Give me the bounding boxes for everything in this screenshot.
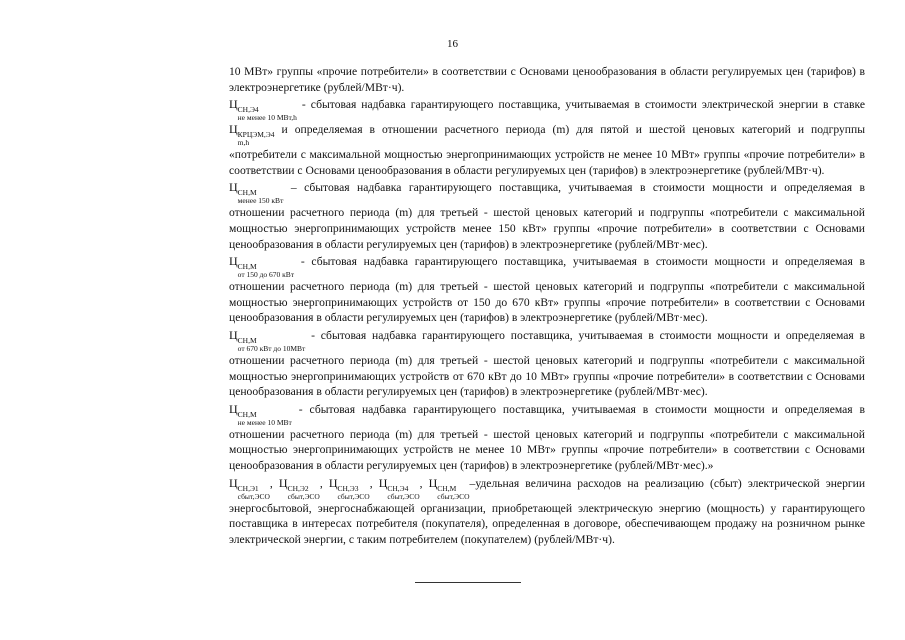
paragraph-sales-cost-eso [229,476,865,548]
paragraph-text: –удельная величина расходов на реализацию (сбыт) электрической энергии энергосбытовой, энергоснабжающей организации, приобретающей электрическую энергию (мощность) у гарантирующего поставщика в интересах потребителя (покупателя), определенная в договоре, обеспечивающем продажу на розничном рынке электрической энергии, с таким потребителем (покупателем) (рублей/МВт·ч). [229,476,866,546]
formula-symbol: Ц СН,М сбыт,ЭСО [428,475,470,501]
paragraph-text: - сбытовая надбавка гарантирующего поставщика, учитываемая в стоимости мощности и определяемая в отношении расчетного периода (m) для третьей - шестой ценовых категорий и подгруппы «потребители с максимальной мощностью энергопринимающих устройств от 150 до 670 кВт» группы «прочие потребители» в соответствии с Основами ценообразования в области регулируемых цен (тарифов) в электроэнергетике (рублей/МВт·мес). [229,255,865,325]
paragraph-continuation [229,64,865,95]
paragraph-power-markup-gte10mw [229,402,865,474]
formula-symbol: Ц СН,М от 670 кВт до 10МВт [229,327,306,353]
formula-symbol: Ц СН,М менее 150 кВт [229,180,284,206]
paragraph-text: 10 МВт» группы «прочие потребители» в соответствии с Основами ценообразования в области регулируемых цен (тарифов) в электроэнергетике (рублей/МВт·ч). [229,65,865,94]
paragraph-power-markup-670kw-10mw [229,328,865,400]
paragraph-text: - сбытовая надбавка гарантирующего поставщика, учитываемая в стоимости мощности и определяемая в отношении расчетного периода (m) для третьей - шестой ценовых категорий и подгруппы «потребители с максимальной мощностью энергопринимающих устройств не менее 10 МВт» группы «прочие потребители» в соответствии с Основами ценообразования в области регулируемых цен (тарифов) в электроэнергетике (рублей/МВт·мес).» [229,402,865,472]
formula-symbol: Ц СН,Э2 сбыт,ЭСО [278,475,320,501]
footnote-divider [415,582,521,583]
formula-symbol-inline: Ц КРЦЭМ,Э4 m,h [229,122,275,148]
formula-symbol: Ц СН,Э3 сбыт,ЭСО [328,475,370,501]
paragraph-text: – сбытовая надбавка гарантирующего поставщика, учитываемая в стоимости мощности и определяемая в отношении расчетного периода (m) для третьей - шестой ценовых категорий и подгруппы «потребители с максимальной мощностью энергопринимающих устройств менее 150 кВт» группы «прочие потребители» в соответствии с Основами ценообразования в области регулируемых цен (тарифов) в электроэнергетике (рублей/МВт·мес). [229,181,865,251]
formula-symbol: Ц СН,Э1 сбыт,ЭСО [229,475,270,501]
paragraph-energy-markup-10mw [229,97,865,178]
symbol-separator: , [419,476,429,490]
paragraph-text: и определяемая в отношении расчетного периода (m) для пятой и шестой ценовых категорий и подгруппы «потребители с максимальной мощностью энергопринимающих устройств не менее 10 МВт» группы «прочие потребители» в соответствии с Основами ценообразования в области регулируемых цен (тарифов) в электроэнергетике (рублей/МВт·ч). [229,123,865,177]
symbol-separator: , [369,476,379,490]
paragraph-text: - сбытовая надбавка гарантирующего поставщика, учитываемая в стоимости электрической энергии в ставке [296,98,865,112]
symbol-separator: , [269,476,279,490]
paragraph-power-markup-150-670kw [229,254,865,326]
page-number: 16 [447,38,458,50]
paragraph-text: - сбытовая надбавка гарантирующего поставщика, учитываемая в стоимости мощности и определяемая в отношении расчетного периода (m) для третьей - шестой ценовых категорий и подгруппы «потребители с максимальной мощностью энергопринимающих устройств от 670 кВт до 10 МВт» группы «прочие потребители» в соответствии с Основами ценообразования в области регулируемых цен (тарифов) в электроэнергетике (рублей/МВт·мес). [229,328,865,399]
formula-symbol: Ц СН,М не менее 10 МВт [229,401,292,427]
formula-symbol: Ц СН,Э4 сбыт,ЭСО [378,475,420,501]
symbol-separator: , [319,476,329,490]
formula-symbol: Ц СН,Э4 не менее 10 МВт,h [229,97,297,123]
paragraph-power-markup-lt150kw [229,180,865,252]
document-body [229,64,865,547]
formula-symbol: Ц СН,М от 150 до 670 кВт [229,254,295,280]
